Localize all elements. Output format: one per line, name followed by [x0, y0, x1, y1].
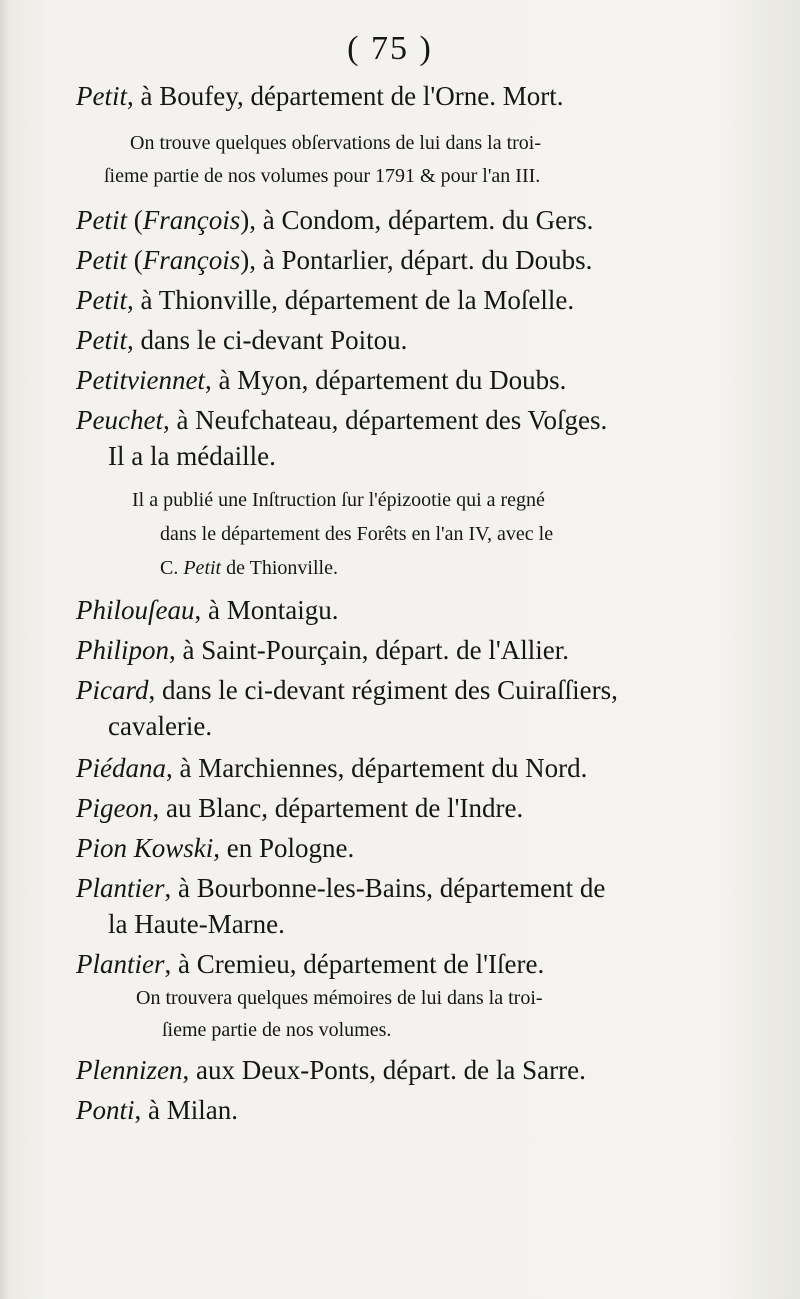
- entry-line: [76, 948, 544, 980]
- entry-name: Pion Kowski: [76, 833, 214, 863]
- entry-name: Peuchet: [76, 405, 163, 435]
- entry-text: , en Pologne.: [213, 833, 355, 863]
- entry-text: , au Blanc, département de l'Indre.: [152, 793, 524, 823]
- entry-text: , à Bourbonne-les-Bains, département de: [164, 873, 606, 903]
- note-line: On trouve quelques obſervations de lui dans la troi-: [130, 132, 542, 154]
- page-edge-shadow: [0, 0, 10, 1299]
- entry-line: [76, 752, 587, 784]
- note-prefix: C.: [160, 557, 184, 579]
- entry-line: Petit (François), à Pontarlier, départ. du Doubs.: [76, 245, 593, 275]
- entry-line: [76, 832, 354, 864]
- entry-name: Picard: [76, 675, 149, 705]
- entry-text: , à Marchiennes, département du Nord.: [165, 753, 588, 783]
- entry-text: , aux Deux-Ponts, départ. de la Sarre.: [182, 1055, 586, 1085]
- entry-name: Piédana: [76, 753, 166, 783]
- entry-line: [76, 404, 607, 436]
- entry-line: [76, 1094, 238, 1126]
- entry-text: , dans le ci-devant régiment des Cuiraſſiers,: [148, 675, 618, 705]
- entry-text: , à Pontarlier, départ. du Doubs.: [249, 245, 593, 275]
- note-line: dans le département des Forêts en l'an IV, avec le: [160, 523, 554, 545]
- entry-name: Petitviennet: [76, 365, 205, 395]
- entry-text: , à Montaigu.: [194, 595, 339, 625]
- entry-line: [76, 594, 338, 626]
- entry-name: Philouſeau: [76, 595, 195, 625]
- entry-line: [76, 80, 563, 112]
- entry-line: [76, 872, 605, 904]
- entry-forename: François: [142, 245, 241, 275]
- entry-text: , à Neufchateau, département des Voſges.: [162, 405, 608, 435]
- entry-text: , à Cremieu, département de l'Iſere.: [164, 949, 545, 979]
- entry-line: [76, 364, 566, 396]
- entry-line: [76, 674, 618, 706]
- entry-name: Petit: [76, 245, 127, 275]
- entry-line: [76, 634, 569, 666]
- entry-text: , dans le ci-devant Poitou.: [126, 325, 408, 355]
- entry-name: Petit: [76, 325, 127, 355]
- entry-continuation: la Haute-Marne.: [108, 909, 285, 939]
- note-line: On trouvera quelques mémoires de lui dans la troi-: [136, 987, 543, 1009]
- entry-line: [76, 284, 574, 316]
- note-line: [160, 555, 338, 581]
- entry-name: Plantier: [76, 949, 165, 979]
- entry-name: Petit: [76, 285, 127, 315]
- entry-line: [76, 324, 407, 356]
- entry-text: , à Condom, départem. du Gers.: [249, 205, 594, 235]
- entry-name: Plennizen: [76, 1055, 183, 1085]
- entry-name: Pigeon: [76, 793, 153, 823]
- entry-continuation: cavalerie.: [108, 711, 213, 741]
- note-line: Il a publié une Inſtruction ſur l'épizootie qui a regné: [132, 489, 545, 511]
- entry-line: [76, 1054, 586, 1086]
- entry-text: , à Boufey, département de l'Orne. Mort.: [126, 81, 564, 111]
- entry-name: Philipon: [76, 635, 169, 665]
- entry-line: Petit (François), à Condom, départem. du Gers.: [76, 205, 594, 235]
- page-number: ( 75 ): [347, 30, 433, 67]
- entry-name: Plantier: [76, 873, 165, 903]
- note-line: ſieme partie de nos volumes.: [162, 1019, 392, 1041]
- note-text: de Thionville.: [221, 557, 338, 579]
- entry-name: Ponti: [76, 1095, 135, 1125]
- entry-line: [76, 792, 523, 824]
- entry-continuation: Il a la médaille.: [108, 441, 276, 471]
- entry-text: , à Milan.: [134, 1095, 238, 1125]
- note-line: ſieme partie de nos volumes pour 1791 & pour l'an III.: [104, 165, 541, 187]
- entry-text: , à Saint-Pourçain, départ. de l'Allier.: [169, 635, 570, 665]
- entry-name: Petit: [76, 205, 127, 235]
- entry-text: , à Thionville, département de la Moſelle.: [126, 285, 575, 315]
- entry-text: , à Myon, département du Doubs.: [204, 365, 567, 395]
- entry-name: Petit: [76, 81, 127, 111]
- note-name: Petit: [183, 557, 222, 579]
- entry-forename: François: [142, 205, 241, 235]
